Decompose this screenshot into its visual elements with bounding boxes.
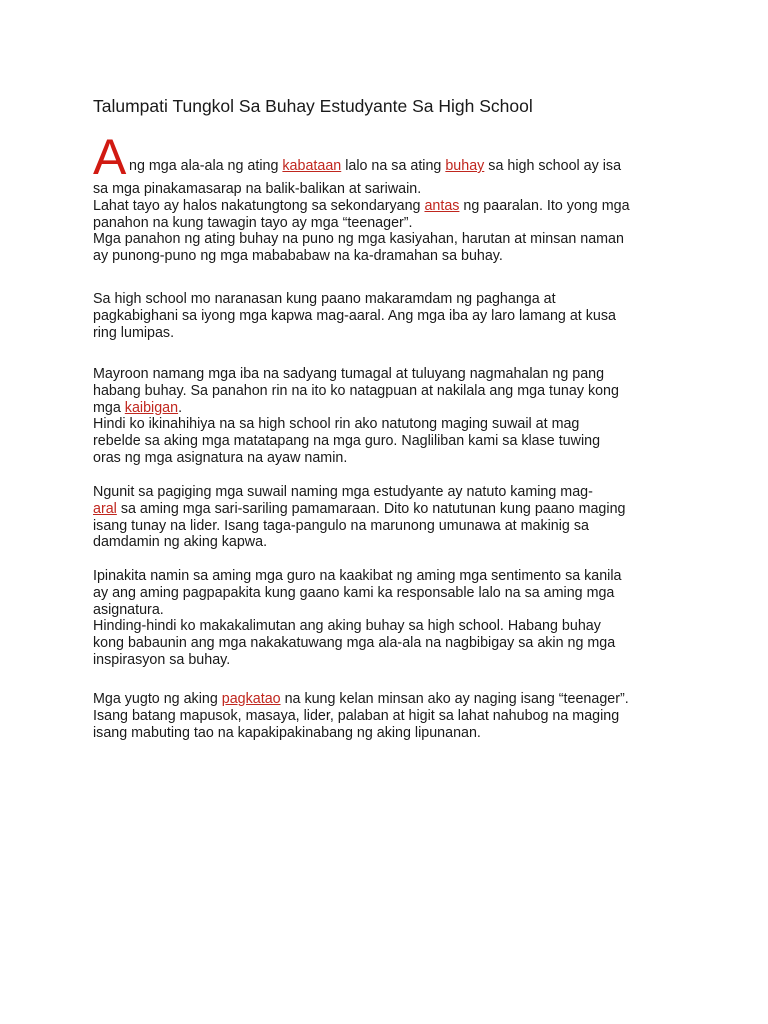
text-run: sa aming mga sari-sariling pamamaraan. Dito ko natutunan kung paano maging [116, 500, 626, 517]
text-run: isang tunay na lider. Isang taga-pangulo na marunong umunawa at makinig sa [93, 517, 589, 534]
text-line [93, 450, 683, 467]
link-pagkatao[interactable]: pagkatao [221, 691, 281, 707]
text-line [93, 585, 683, 602]
text-run: lalo na sa ating [341, 158, 446, 174]
text-line [93, 534, 683, 551]
text-run: Hinding-hindi ko makakalimutan ang aking buhay sa high school. Habang buhay [93, 618, 601, 635]
text-run: ay ang aming pagpapakita kung gaano kami ka responsable lalo na sa aming mga [93, 584, 615, 601]
text-run: inspirasyon sa buhay. [93, 651, 231, 668]
text-line [93, 366, 683, 383]
paragraph [93, 691, 683, 741]
text-line [93, 383, 683, 400]
text-line [93, 568, 683, 585]
text-run: habang buhay. Sa panahon rin na ito ko natagpuan at nakilala ang mga tunay kong [93, 382, 619, 399]
text-line [93, 416, 683, 433]
paragraph [93, 181, 683, 265]
first-line [129, 158, 621, 175]
text-run: rebelde sa aking mga matatapang na mga guro. Nagliliban kami sa klase tuwing [93, 433, 601, 450]
text-line [93, 518, 683, 535]
link-antas[interactable]: antas [424, 197, 460, 214]
text-line [93, 618, 683, 635]
text-line [93, 501, 683, 518]
text-line [93, 325, 683, 342]
text-run: Ngunit sa pagiging mga suwail naming mga estudyante ay natuto kaming mag- [93, 484, 593, 500]
text-run: pagkabighani sa iyong mga kapwa mag-aaral. Ang mga iba ay laro lamang at kusa [93, 307, 616, 324]
text-line [93, 248, 683, 265]
text-line [93, 691, 683, 708]
text-run: na kung kelan minsan ako ay naging isang “teenager”. [280, 691, 629, 707]
text-line [93, 708, 683, 725]
text-run: Lahat tayo ay halos nakatungtong sa sekondaryang [93, 197, 425, 214]
link-kabataan[interactable]: kabataan [282, 158, 342, 174]
link-kaibigan[interactable]: kaibigan [124, 399, 179, 416]
text-run: Mayroon namang mga iba na sadyang tumagal at tuluyang nagmahalan ng pang [93, 366, 605, 382]
text-run: sa high school ay isa [484, 158, 622, 174]
text-run: Mga panahon ng ating buhay na puno ng mga kasiyahan, harutan at minsan naman [93, 231, 624, 248]
text-run: ring lumipas. [93, 324, 175, 341]
paragraph [93, 484, 683, 551]
text-line [93, 215, 683, 232]
text-run: panahon na kung tawagin tayo ay mga “teenager”. [93, 214, 413, 231]
text-line [93, 400, 683, 417]
link-buhay[interactable]: buhay [445, 158, 485, 174]
text-line [93, 635, 683, 652]
text-run: kong babaunin ang mga nakakatuwang mga ala-ala na nagbibigay sa akin ng mga [93, 635, 616, 652]
text-run: asignatura. [93, 601, 164, 618]
text-run: ay punong-puno ng mga mabababaw na ka-dramahan sa buhay. [93, 248, 503, 265]
drop-cap: A [93, 129, 127, 185]
text-line [93, 725, 683, 742]
text-line [93, 602, 683, 619]
text-run: Isang batang mapusok, masaya, lider, palaban at higit sa lahat nahubog na maging [93, 707, 620, 724]
text-run: Ipinakita namin sa aming mga guro na kaakibat ng aming mga sentimento sa kanila [93, 568, 622, 584]
text-line [93, 198, 683, 215]
paragraph [93, 291, 683, 341]
text-run: Sa high school mo naranasan kung paano makaramdam ng paghanga at [93, 291, 556, 307]
text-run: Mga yugto ng aking [93, 691, 222, 707]
text-run: Hindi ko ikinahihiya na sa high school rin ako natutong maging suwail at mag [93, 416, 580, 433]
text-run: . [178, 399, 183, 416]
text-line [93, 308, 683, 325]
text-line [93, 484, 683, 501]
text-run: ng paaralan. Ito yong mga [459, 197, 630, 214]
paragraph [93, 568, 683, 669]
page-title: Talumpati Tungkol Sa Buhay Estudyante Sa High School [93, 96, 533, 116]
text-run: isang mabuting tao na kapakipakinabang ng aking lipunanan. [93, 724, 481, 741]
text-line [93, 231, 683, 248]
text-line [93, 652, 683, 669]
text-run: sa mga pinakamasarap na balik-balikan at sariwain. [93, 181, 422, 197]
text-run: mga [93, 399, 125, 416]
text-line [93, 291, 683, 308]
paragraph [93, 366, 683, 467]
text-line [93, 181, 683, 198]
text-line [93, 433, 683, 450]
text-run: ng mga ala-ala ng ating [129, 158, 283, 174]
text-run: oras ng mga asignatura na ayaw namin. [93, 449, 348, 466]
text-run: damdamin ng aking kapwa. [93, 534, 268, 551]
link-aral[interactable]: aral [93, 500, 117, 517]
